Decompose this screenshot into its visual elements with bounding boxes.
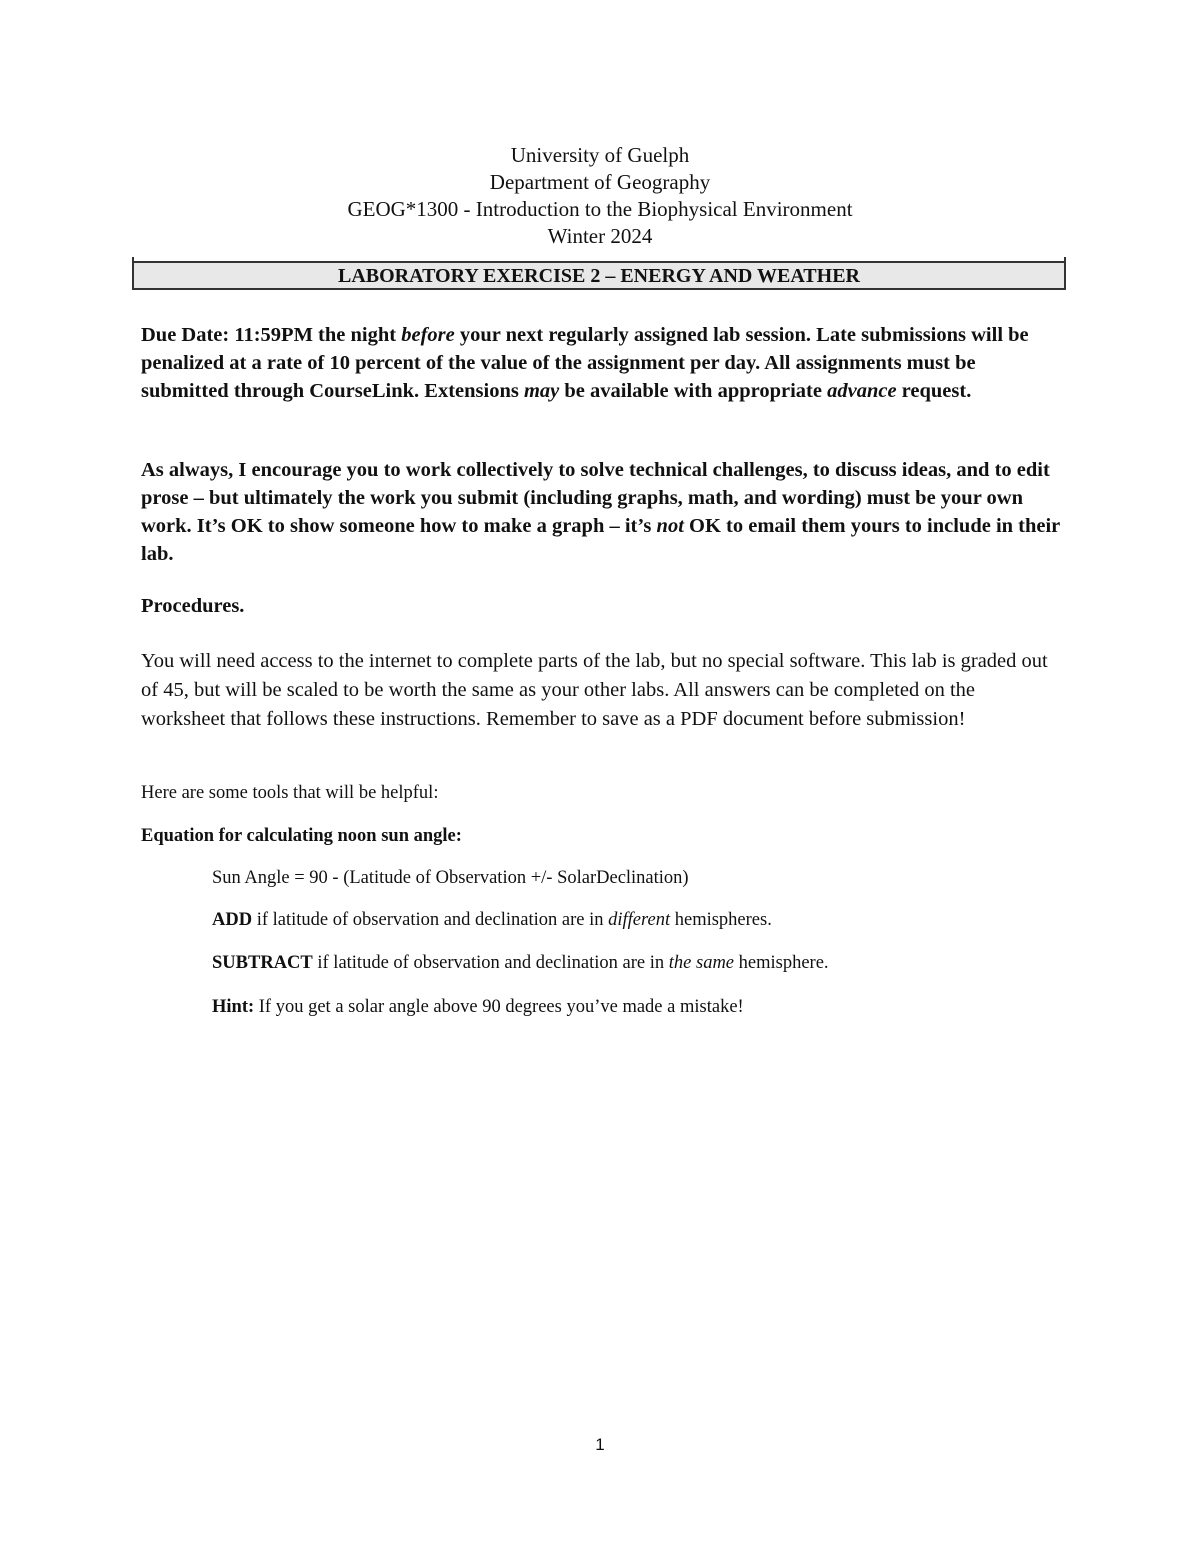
due-text-1: Due Date: 11:59PM the night bbox=[141, 324, 402, 346]
subtract-text-1: if latitude of observation and declination are in bbox=[312, 953, 669, 973]
due-emphasis-advance: advance bbox=[827, 380, 897, 402]
document-header bbox=[0, 142, 1200, 250]
add-text-1: if latitude of observation and declination are in bbox=[252, 910, 609, 930]
collab-text-1: As always, I encourage you to work collectively to solve technical challenges, to discuss ideas, and to edit prose – but ultimately the work you submit (including graphs, math, and wording) must be your own work. It’s OK to show someone how to make a graph – it’s bbox=[141, 459, 1050, 537]
subtract-text-2: hemisphere. bbox=[734, 953, 829, 973]
tools-intro: Here are some tools that will be helpful: bbox=[141, 783, 439, 803]
page-number: 1 bbox=[595, 1435, 605, 1454]
collaboration-paragraph bbox=[141, 456, 1061, 568]
due-text-4: request. bbox=[896, 380, 972, 402]
course-title: GEOG*1300 - Introduction to the Biophysical Environment bbox=[347, 197, 853, 221]
sun-angle-equation: Sun Angle = 90 - (Latitude of Observation +/- SolarDeclination) bbox=[212, 868, 689, 888]
subtract-label: SUBTRACT bbox=[212, 953, 313, 973]
due-text-3: be available with appropriate bbox=[559, 380, 828, 402]
add-text-2: hemispheres. bbox=[670, 910, 772, 930]
hint-line bbox=[212, 995, 1062, 1019]
lab-title: LABORATORY EXERCISE 2 – ENERGY AND WEATHER bbox=[338, 265, 860, 287]
collab-text-2: OK to email them yours to include in their lab. bbox=[141, 515, 1060, 565]
term: Winter 2024 bbox=[547, 224, 653, 248]
hint-label: Hint: bbox=[212, 997, 255, 1017]
subtract-emphasis: the same bbox=[668, 953, 735, 973]
add-emphasis: different bbox=[608, 910, 671, 930]
department-name: Department of Geography bbox=[489, 170, 711, 194]
subtract-rule bbox=[212, 951, 1062, 975]
due-date-paragraph bbox=[141, 321, 1061, 405]
due-emphasis-before: before bbox=[401, 324, 455, 346]
add-rule bbox=[212, 908, 1062, 932]
due-text-2: your next regularly assigned lab session. Late submissions will be penalized at a rate of 10 percent of the value of the assignment per day. All assignments must be submitted through CourseLink. Extensions bbox=[141, 324, 1029, 402]
collab-emphasis-not: not bbox=[656, 515, 684, 537]
equation-heading: Equation for calculating noon sun angle: bbox=[141, 826, 462, 846]
university-name: University of Guelph bbox=[510, 143, 690, 167]
hint-text: If you get a solar angle above 90 degrees you’ve made a mistake! bbox=[254, 997, 744, 1017]
procedures-paragraph: You will need access to the internet to complete parts of the lab, but no special software. This lab is graded out of 45, but will be scaled to be worth the same as your other labs. All answers can be completed on the worksheet that follows these instructions. Remember to save as a PDF document before submission! bbox=[141, 650, 1048, 730]
procedures-heading: Procedures. bbox=[141, 595, 245, 617]
add-label: ADD bbox=[212, 910, 253, 930]
lab-title-banner bbox=[132, 261, 1066, 290]
due-emphasis-may: may bbox=[523, 380, 560, 402]
